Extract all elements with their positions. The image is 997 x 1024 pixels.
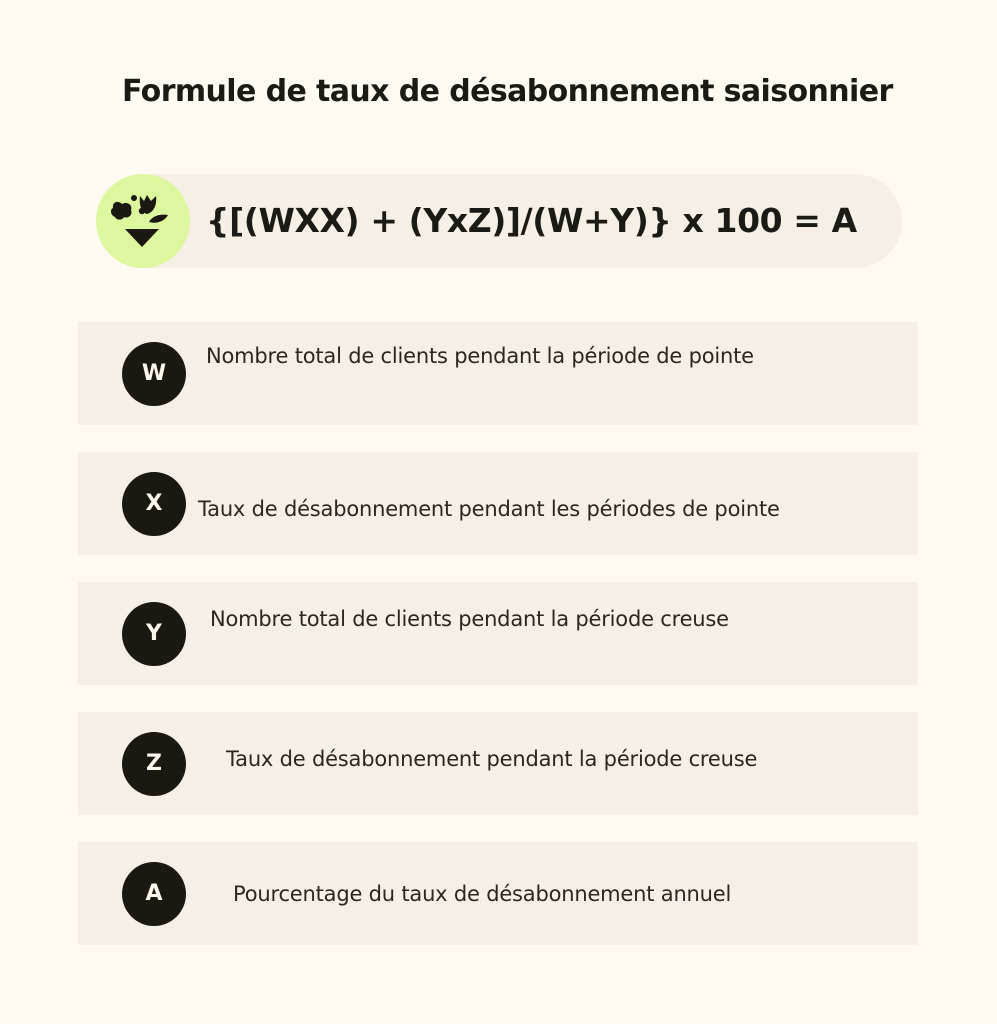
variable-badge: Z: [122, 732, 186, 796]
variable-badge: Y: [122, 602, 186, 666]
variable-card-z: [78, 712, 918, 815]
variable-card-x: [78, 452, 918, 555]
variable-description: Nombre total de clients pendant la période de pointe: [206, 344, 754, 368]
variable-description: Nombre total de clients pendant la période creuse: [210, 607, 729, 631]
variable-badge: X: [122, 472, 186, 536]
variable-badge: A: [122, 862, 186, 926]
variable-description: Taux de désabonnement pendant les périodes de pointe: [198, 497, 780, 521]
page-title: Formule de taux de désabonnement saisonnier: [122, 74, 893, 109]
formula-icon-badge: [96, 174, 190, 268]
variable-description: Taux de désabonnement pendant la période creuse: [226, 747, 758, 771]
formula-expression: {[(WXX) + (YxZ)]/(W+Y)} x 100 = A: [206, 201, 857, 240]
variable-card-w: [78, 322, 918, 425]
variable-description: Pourcentage du taux de désabonnement annuel: [233, 882, 732, 906]
variable-card-y: [78, 582, 918, 685]
bouquet-icon: [96, 174, 190, 268]
variable-card-a: [78, 842, 918, 945]
variable-badge: W: [122, 342, 186, 406]
